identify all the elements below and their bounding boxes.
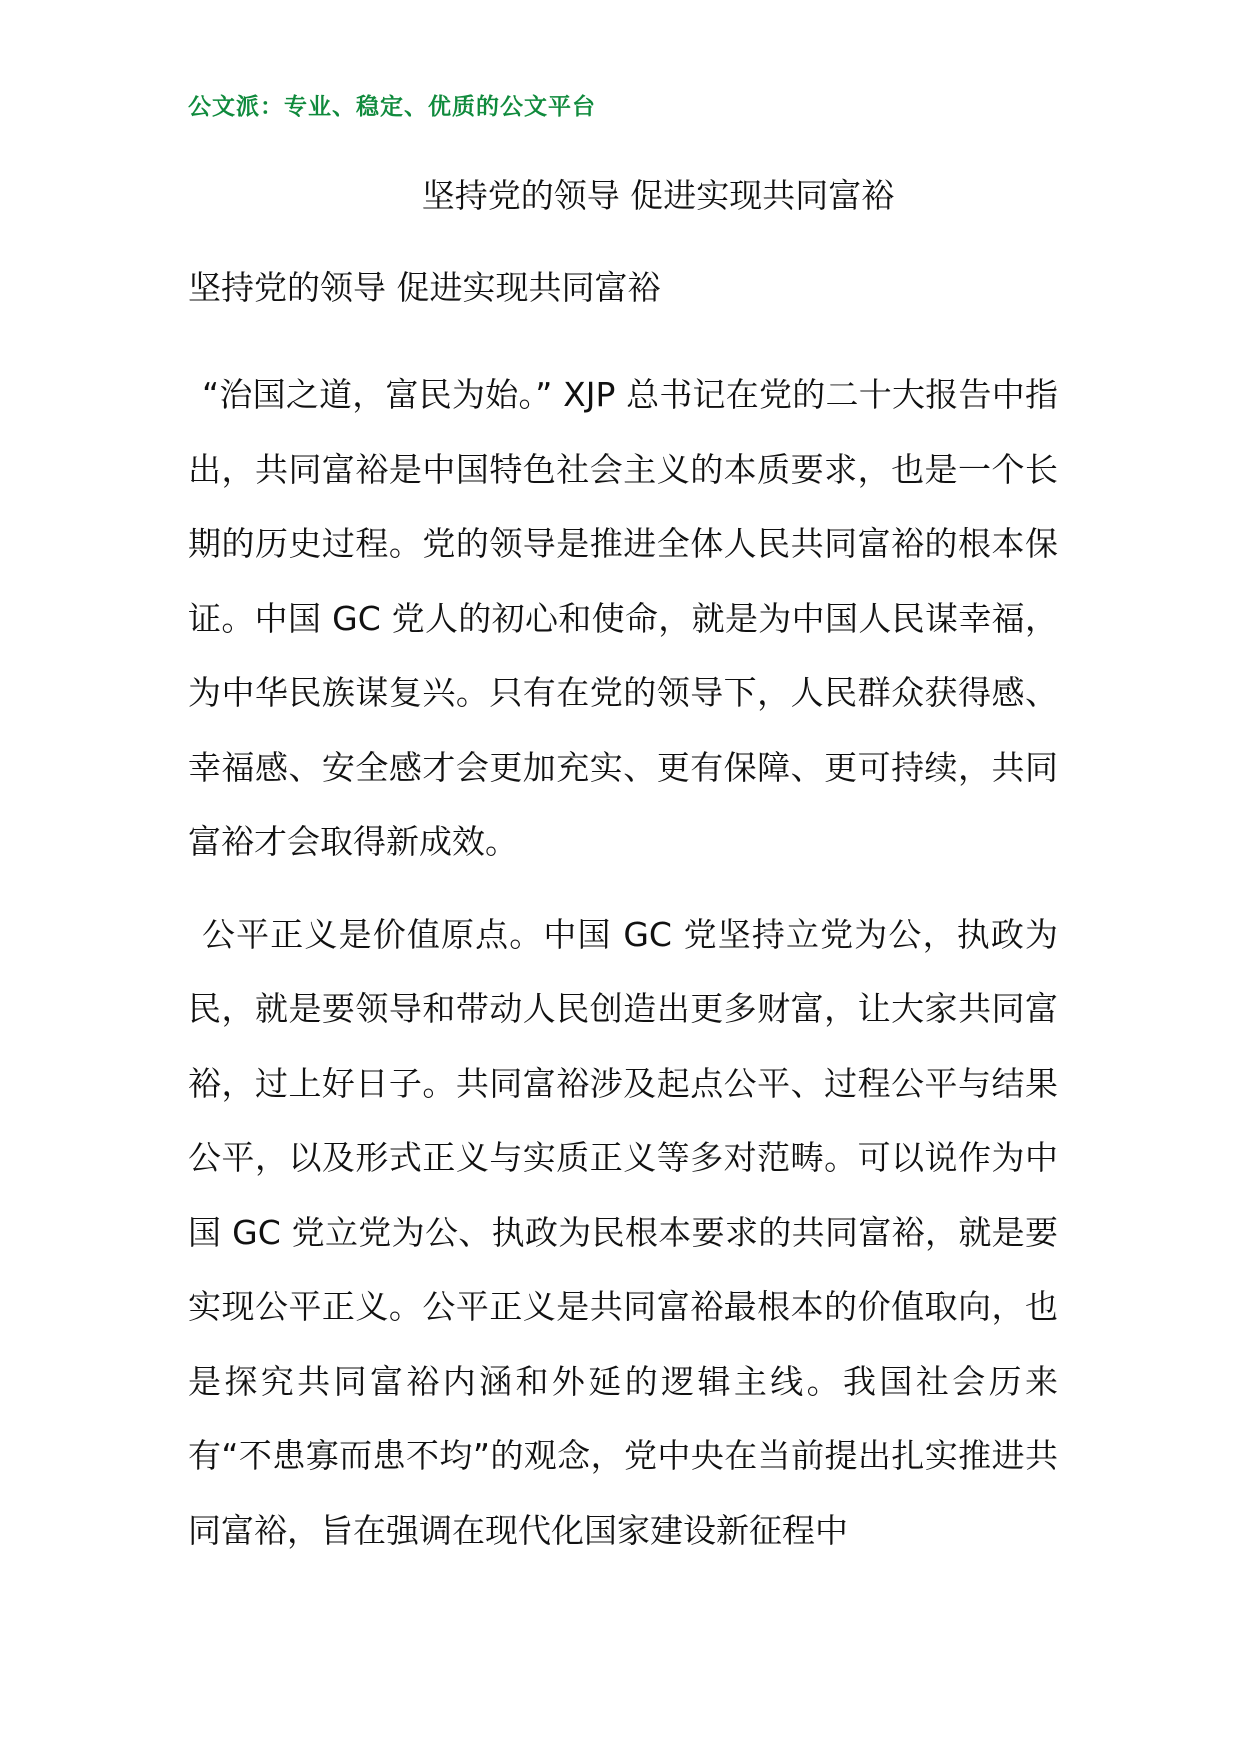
body-paragraph-2: 公平正义是价值原点。中国 GC 党坚持立党为公，执政为民，就是要领导和带动人民创造出更多财富，让大家共同富裕，过上好日子。共同富裕涉及起点公平、过程公平与结果公平，以及形式正义与实质正义等多对范畴。可以说作为中国 GC 党立党为公、执政为民根本要求的共同富裕，就是要实现公平正义。公平正义是共同富裕最根本的价值取向，也是探究共同富裕内涵和外延的逻辑主线。我国社会历来有“不患寡而患不均”的观念，党中央在当前提出扎实推进共同富裕，旨在强调在现代化国家建设新征程中 — [188, 914, 1058, 1550]
site-header-slogan: 公文派：专业、稳定、优质的公文平台 — [188, 93, 596, 120]
document-body — [188, 358, 1058, 1586]
document-subtitle: 坚持党的领导 促进实现共同富裕 — [188, 268, 661, 307]
document-title: 坚持党的领导 促进实现共同富裕 — [421, 176, 895, 215]
body-paragraph-1: “治国之道，富民为始。” XJP 总书记在党的二十大报告中指出，共同富裕是中国特色社会主义的本质要求，也是一个长期的历史过程。党的领导是推进全体人民共同富裕的根本保证。中国 GC 党人的初心和使命，就是为中国人民谋幸福，为中华民族谋复兴。只有在党的领导下，人民群众获得感、幸福感、安全感才会更加充实、更有保障、更可持续，共同富裕才会取得新成效。 — [188, 375, 1058, 861]
